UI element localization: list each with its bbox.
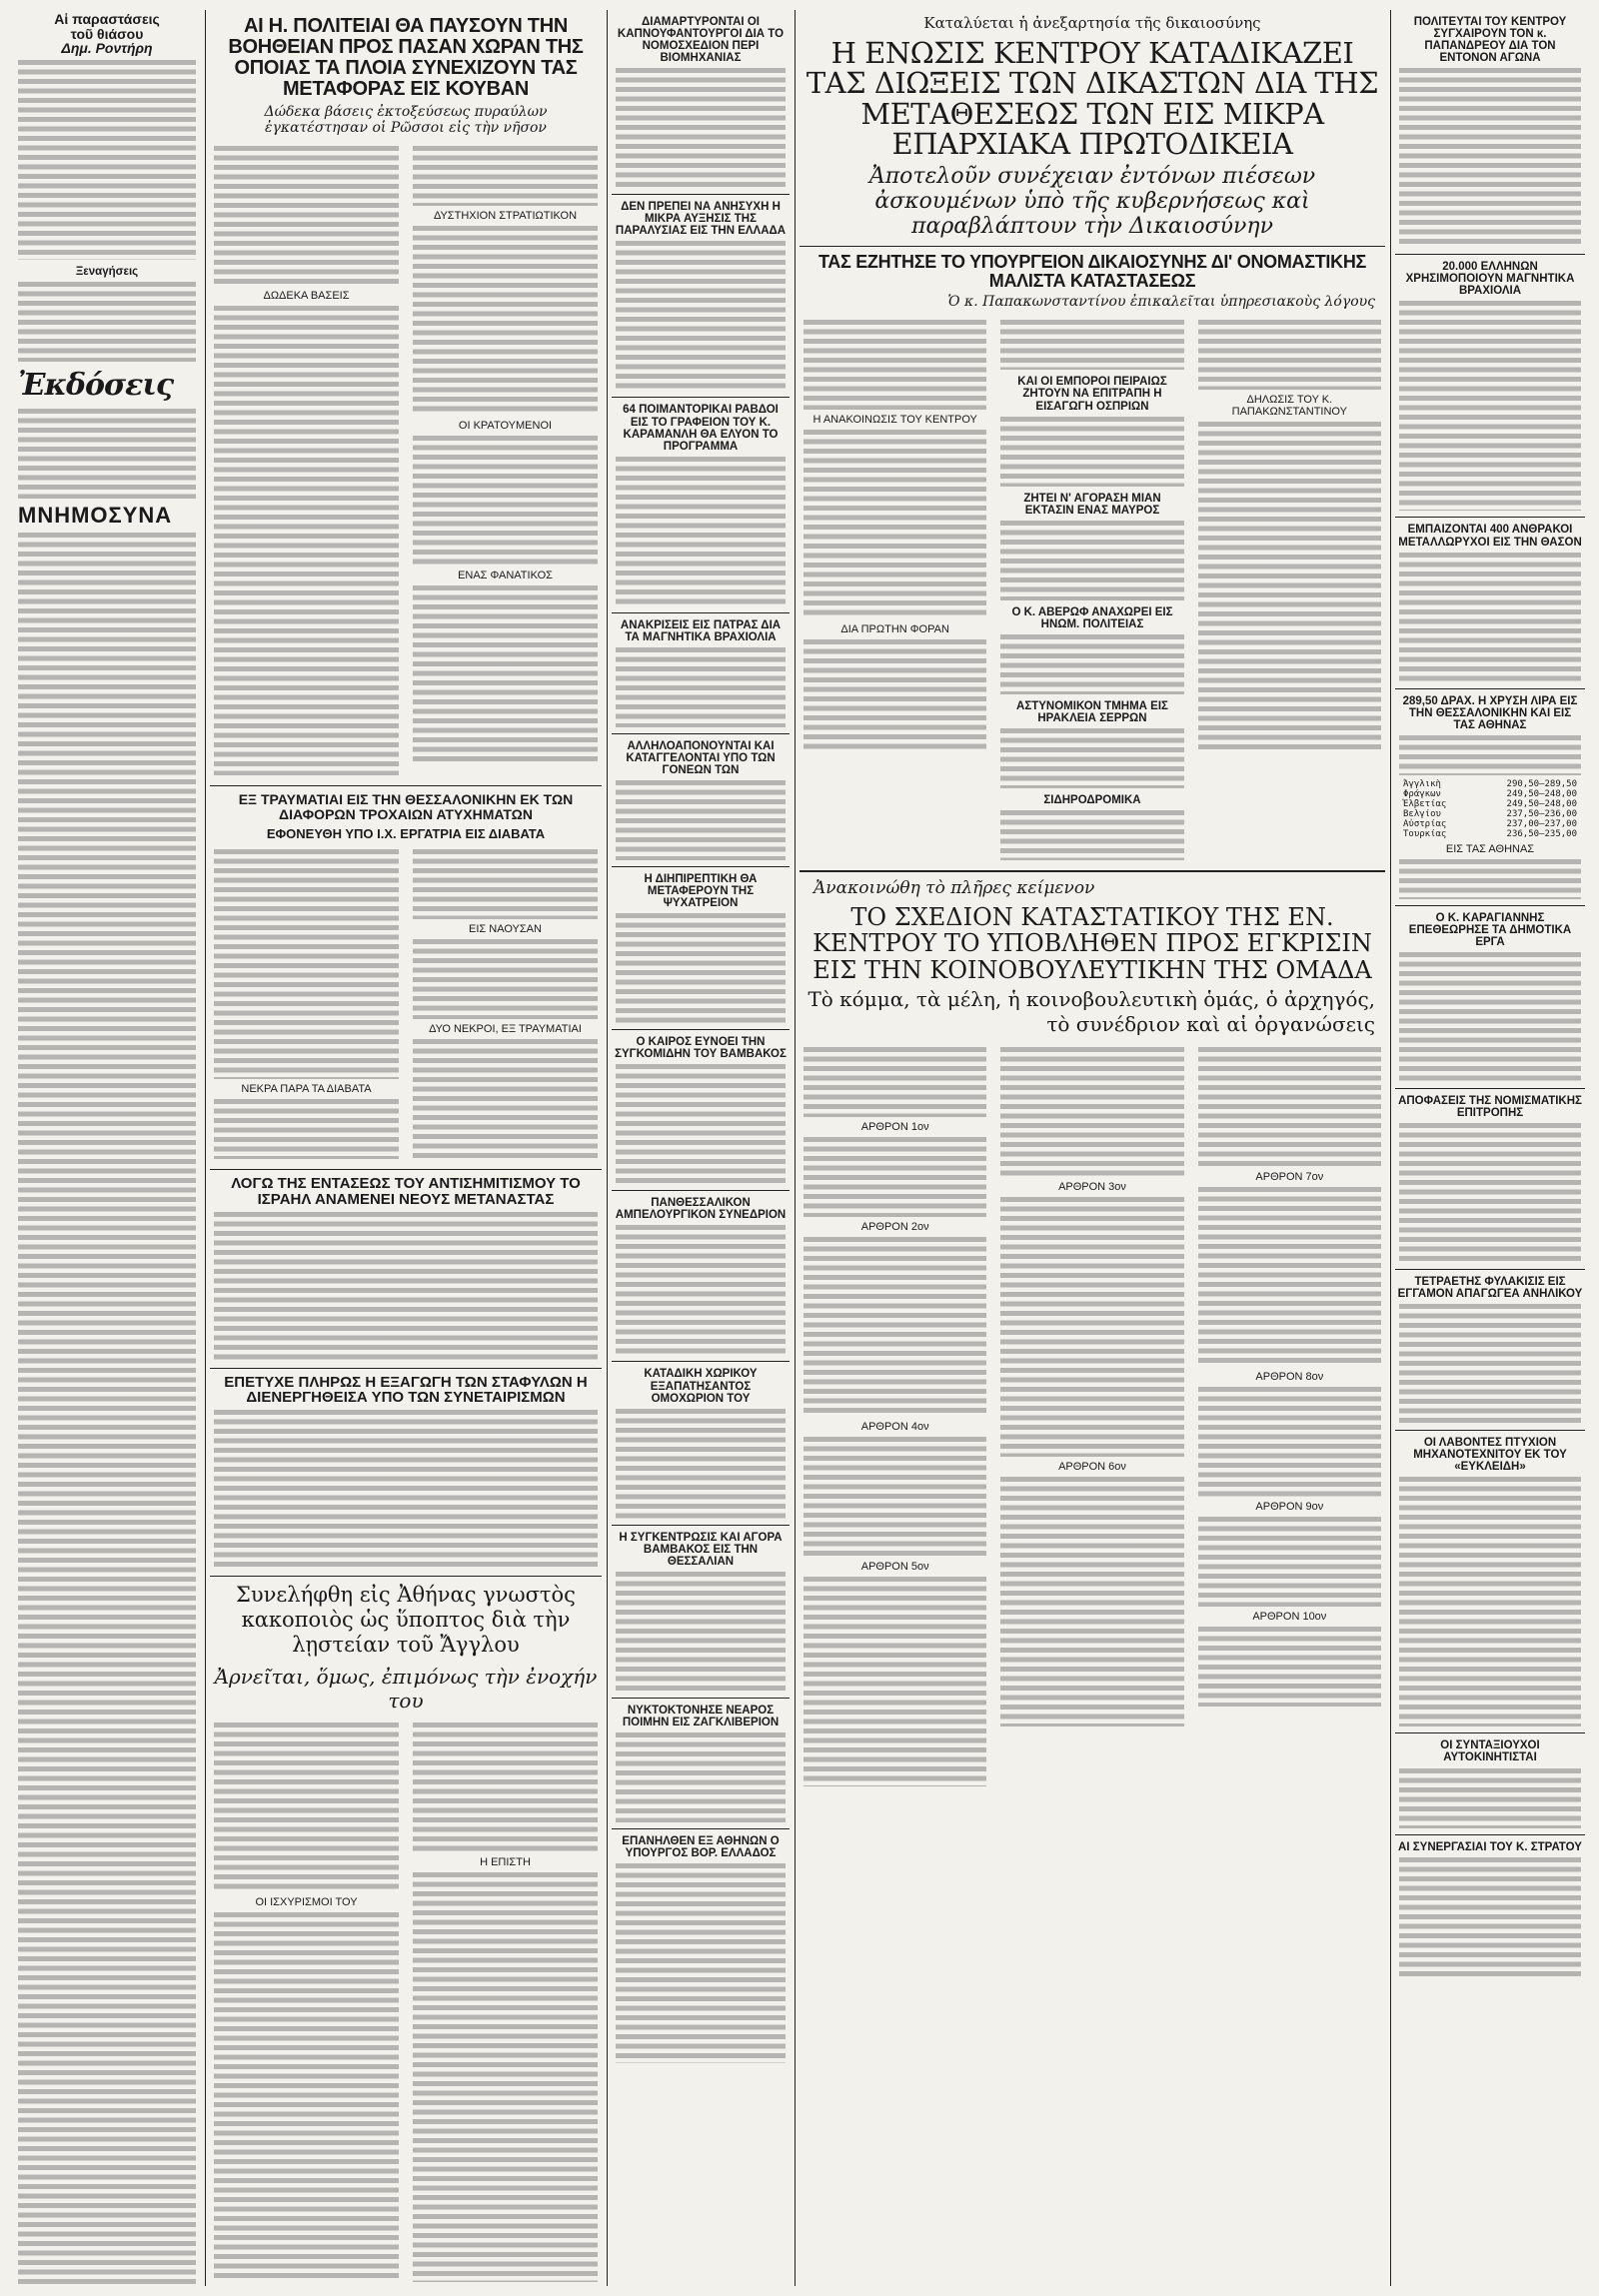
- article-body: [1399, 68, 1581, 248]
- column-3: [612, 10, 790, 2286]
- article-body: [214, 1912, 399, 2282]
- subheadline-papakonstantinou: Ὁ κ. Παπακωνσταντίνου ἐπικαλεῖται ὑπηρεσιακοὺς λόγους: [947, 294, 1375, 311]
- article-body: [803, 430, 986, 619]
- article-body: [1399, 1768, 1581, 1828]
- headline-xenagiseis: Ξεναγήσεις: [75, 266, 139, 279]
- section-ekdoseis: Ἐκδόσεις: [18, 368, 174, 404]
- price-name: Φράγκων: [1403, 788, 1441, 799]
- section-label: ΝΕΚΡΑ ΠΑΡΑ ΤΑ ΔΙΑΒΑΤΑ: [241, 1083, 372, 1096]
- price-name: Τουρκίας: [1403, 828, 1447, 839]
- headline-statute: ΤΟ ΣΧΕΔΙΟΝ ΚΑΤΑΣΤΑΤΙΚΟΥ ΤΗΣ ΕΝ. ΚΕΝΤΡΟΥ ΤΟ ΥΠΟΒΛΗΘΕΝ ΠΡΟΣ ΕΓΚΡΙΣΙΝ ΕΙΣ ΤΗΝ ΚΟΙΝΟΒΟΥΛΕΥΤΙΚΗΝ ΤΗΣ ΟΜΑΔΑ: [812, 903, 1372, 984]
- price-name: Ἑλβετίας: [1403, 798, 1447, 809]
- article-body: [616, 647, 786, 727]
- subheadline-arrest: Ἀρνεῖται, ὅμως, ἐπιμόνως τὴν ἐνοχήν του: [214, 1664, 598, 1713]
- newspaper-page: [14, 10, 1585, 2286]
- column-5: [1395, 10, 1585, 2286]
- article-body: [214, 306, 399, 775]
- headline-arrest: Συνελήφθη εἰς Ἀθήνας γνωστὸς κακοποιὸς ὡς ὕποπτος διὰ τὴν λῃστείαν τοῦ Ἄγγλου: [236, 1583, 576, 1658]
- article-label: ΑΡΘΡΟΝ 7ον: [1255, 1171, 1324, 1184]
- article-label: ΑΡΘΡΟΝ 10ον: [1252, 1611, 1327, 1624]
- price-value: 236,50—235,00: [1506, 828, 1577, 839]
- article-body: [413, 1722, 598, 1852]
- article-body: [18, 60, 196, 260]
- article-label: ΑΡΘΡΟΝ 8ον: [1255, 1371, 1324, 1384]
- article-body: [1000, 810, 1183, 860]
- headline-theater: Αἱ παραστάσεις τοῦ θιάσου Δημ. Ροντήρη: [54, 11, 160, 57]
- subheadline-center-union: Ἀποτελοῦν συνέχειαν ἐντόνων πιέσεων ἀσκουμένων ὑπὸ τῆς κυβερνήσεως καὶ παραβλάπτουν τὴν Δικαιοσύνην: [868, 163, 1316, 240]
- article-body: [18, 533, 196, 2286]
- article-body: [18, 409, 196, 499]
- article-label: ΑΡΘΡΟΝ 2ον: [860, 1221, 929, 1234]
- column-rule: [607, 10, 608, 2286]
- price-value: 290,50—289,50: [1506, 778, 1577, 789]
- article-body: [1000, 521, 1183, 600]
- article-label: ΑΡΘΡΟΝ 5ον: [860, 1561, 929, 1574]
- article-body: [616, 1572, 786, 1692]
- headline: ΟΙ ΛΑΒΟΝΤΕΣ ΠΤΥΧΙΟΝ ΜΗΧΑΝΟΤΕΧΝΙΤΟΥ ΕΚ ΤΟΥ «ΕΥΚΛΕΙΔΗ»: [1413, 1437, 1567, 1474]
- headline: ΟΙ ΣΥΝΤΑΞΙΟΥΧΟΙ ΑΥΤΟΚΙΝΗΤΙΣΤΑΙ: [1440, 1739, 1540, 1764]
- article-body: [803, 1047, 986, 1117]
- section-label: ΔΥΣΤΗΧΙΟΝ ΣΤΡΑΤΙΩΤΙΚΟΝ: [433, 210, 578, 222]
- article-label: ΑΡΘΡΟΝ 4ον: [860, 1421, 929, 1434]
- article-body: [1198, 1047, 1381, 1167]
- article-body: [413, 436, 598, 566]
- headline: ΠΑΝΘΕΣΣΑΛΙΚΟΝ ΑΜΠΕΛΟΥΡΓΙΚΟΝ ΣΥΝΕΔΡΙΟΝ: [615, 1197, 787, 1222]
- article-body: [1399, 952, 1581, 1082]
- kicker-announcement: Ἀνακοινώθη τὸ πλῆρες κείμενον: [813, 878, 1095, 899]
- headline: ΤΕΤΡΑΕΤΗΣ ΦΥΛΑΚΙΣΙΣ ΕΙΣ ΕΓΓΑΜΟΝ ΑΠΑΓΩΓΕΑ ΑΝΗΛΙΚΟΥ: [1397, 1276, 1583, 1301]
- column-1: [14, 10, 200, 2286]
- article-body: [413, 1039, 598, 1159]
- headline: ΑΠΟΦΑΣΕΙΣ ΤΗΣ ΝΟΜΙΣΜΑΤΙΚΗΣ ΕΠΙΤΡΟΠΗΣ: [1398, 1094, 1582, 1119]
- article-label: ΑΡΘΡΟΝ 6ον: [1058, 1461, 1126, 1474]
- article-body: [1399, 1857, 1581, 1977]
- price-value: 237,50—236,00: [1506, 808, 1577, 819]
- headline: ΕΠΑΝΗΛΘΕΝ ΕΞ ΑΘΗΝΩΝ Ο ΥΠΟΥΡΓΟΣ ΒΟΡ. ΕΛΛΑΔΟΣ: [622, 1834, 780, 1859]
- article-body: [616, 1064, 786, 1184]
- article-body: [1000, 320, 1183, 370]
- article-body: [413, 939, 598, 1019]
- article-body: [1198, 1387, 1381, 1497]
- column-4: [800, 10, 1385, 2286]
- section-label: ΔΥΟ ΝΕΚΡΟΙ, ΕΞ ΤΡΑΥΜΑΤΙΑΙ: [429, 1023, 582, 1036]
- headline-ministry-justice: ΤΑΣ ΕΖΗΤΗΣΕ ΤΟ ΥΠΟΥΡΓΕΙΟΝ ΔΙΚΑΙΟΣΥΝΗΣ ΔΙ' ΟΝΟΜΑΣΤΙΚΗΣ ΜΑΛΙΣΤΑ ΚΑΤΑΣΤΑΣΕΩΣ: [817, 251, 1367, 291]
- price-name: Ἀγγλικὴ: [1403, 778, 1441, 789]
- article-body: [1399, 1304, 1581, 1424]
- section-label: ΔΙΑ ΠΡΩΤΗΝ ΦΟΡΑΝ: [840, 623, 949, 636]
- price-row: [1403, 819, 1577, 829]
- article-body: [1000, 417, 1183, 487]
- headline-thessaloniki-accidents: ΕΞ ΤΡΑΥΜΑΤΙΑΙ ΕΙΣ ΤΗΝ ΘΕΣΣΑΛΟΝΙΚΗΝ ΕΚ ΤΩΝ ΔΙΑΦΟΡΩΝ ΤΡΟΧΑΙΩΝ ΑΤΥΧΗΜΑΤΩΝ: [238, 791, 574, 822]
- headline: ΔΕΝ ΠΡΕΠΕΙ ΝΑ ΑΝΗΣΥΧΗ Η ΜΙΚΡΑ ΑΥΞΗΣΙΣ ΤΗΣ ΠΑΡΑΛΥΣΙΑΣ ΕΙΣ ΤΗΝ ΕΛΛΑΔΑ: [615, 201, 787, 238]
- price-value: 249,50—248,00: [1506, 798, 1577, 809]
- article-body: [214, 146, 399, 286]
- article-label: ΑΡΘΡΟΝ 1ον: [860, 1121, 929, 1134]
- headline-usa-cuba: ΑΙ Η. ΠΟΛΙΤΕΙΑΙ ΘΑ ΠΑΥΣΟΥΝ ΤΗΝ ΒΟΗΘΕΙΑΝ ΠΡΟΣ ΠΑΣΑΝ ΧΩΡΑΝ ΤΗΣ ΟΠΟΙΑΣ ΤΑ ΠΛΟΙΑ ΣΥΝΕΧΙΖΟΥΝ ΤΑΣ ΜΕΤΑΦΟΡΑΣ ΕΙΣ ΚΟΥΒΑΝ: [228, 15, 584, 100]
- headline: ΑΝΑΚΡΙΣΕΙΣ ΕΙΣ ΠΑΤΡΑΣ ΔΙΑ ΤΑ ΜΑΓΝΗΤΙΚΑ ΒΡΑΧΙΟΛΙΑ: [620, 618, 782, 643]
- section-label: ΔΗΛΩΣΙΣ ΤΟΥ Κ. ΠΑΠΑΚΩΝΣΤΑΝΤΙΝΟΥ: [1231, 394, 1347, 419]
- headline: ΣΙΔΗΡΟΔΡΟΜΙΚΑ: [1043, 793, 1141, 806]
- price-name: Αὐστρίας: [1403, 818, 1447, 829]
- section-label: ΕΙΣ ΝΑΟΥΣΑΝ: [469, 923, 542, 936]
- column-rule: [1390, 10, 1391, 2286]
- headline-grapes: ΕΠΕΤΥΧΕ ΠΛΗΡΩΣ Η ΕΞΑΓΩΓΗ ΤΩΝ ΣΤΑΦΥΛΩΝ Η ΔΙΕΝΕΡΓΗΘΕΙΣΑ ΥΠΟ ΤΩΝ ΣΥΝΕΤΑΙΡΙΣΜΩΝ: [224, 1373, 588, 1407]
- section-label: ΔΩΔΕΚΑ ΒΑΣΕΙΣ: [263, 290, 350, 302]
- article-label: ΑΡΘΡΟΝ 9ον: [1255, 1501, 1324, 1514]
- section-label: ΟΙ ΙΣΧΥΡΙΣΜΟΙ ΤΟΥ: [255, 1895, 358, 1908]
- headline: Ο Κ. ΑΒΕΡΩΦ ΑΝΑΧΩΡΕΙ ΕΙΣ ΗΝΩΜ. ΠΟΛΙΤΕΙΑΣ: [1011, 605, 1173, 630]
- headline: ΔΙΑΜΑΡΤΥΡΟΝΤΑΙ ΟΙ ΚΑΠΝΟΥΦΑΝΤΟΥΡΓΟΙ ΔΙΑ ΤΟ ΝΟΜΟΣΧΕΔΙΟΝ ΠΕΡΙ ΒΙΟΜΗΧΑΝΙΑΣ: [617, 16, 785, 65]
- price-row: [1403, 779, 1577, 789]
- article-body: [214, 1410, 598, 1570]
- article-body: [616, 1863, 786, 2063]
- article-body: [1198, 320, 1381, 390]
- column-rule: [795, 10, 796, 2286]
- headline: 289,50 ΔΡΑΧ. Η ΧΡΥΣΗ ΛΙΡΑ ΕΙΣ ΤΗΝ ΘΕΣΣΑΛΟΝΙΚΗΝ ΚΑΙ ΕΙΣ ΤΑΣ ΑΘΗΝΑΣ: [1402, 694, 1578, 731]
- article-body: [1399, 859, 1581, 899]
- article-body: [616, 68, 786, 188]
- headline: ΑΛΛΗΛΟΑΠΟΝΟΥΝΤΑΙ ΚΑΙ ΚΑΤΑΓΓΕΛΟΝΤΑΙ ΥΠΟ ΤΩΝ ΓΟΝΕΩΝ ΤΩΝ: [626, 739, 776, 776]
- column-2: [210, 10, 602, 2286]
- column-rule: [205, 10, 206, 2286]
- article-body: [616, 457, 786, 606]
- price-row: [1403, 799, 1577, 809]
- headline: Ο ΚΑΙΡΟΣ ΕΥΝΟΕΙ ΤΗΝ ΣΥΓΚΟΜΙΔΗΝ ΤΟΥ ΒΑΜΒΑΚΟΣ: [615, 1036, 787, 1061]
- section-label: ΕΝΑΣ ΦΑΝΑΤΙΚΟΣ: [458, 570, 553, 581]
- price-value: 249,50—248,00: [1506, 788, 1577, 799]
- article-body: [616, 780, 786, 860]
- article-body: [214, 1099, 399, 1159]
- section-label: Η ΕΠΙΣΤΗ: [480, 1855, 531, 1868]
- headline: ΚΑΤΑΔΙΚΗ ΧΩΡΙΚΟΥ ΕΞΑΠΑΤΗΣΑΝΤΟΣ ΟΜΟΧΩΡΙΟΝ ΤΟΥ: [644, 1368, 758, 1405]
- article-body: [1399, 1123, 1581, 1263]
- article-body: [413, 1872, 598, 2282]
- headline: ΠΟΛΙΤΕΥΤΑΙ ΤΟΥ ΚΕΝΤΡΟΥ ΣΥΓΧΑΙΡΟΥΝ ΤΟΝ κ. ΠΑΠΑΝΔΡΕΟΥ ΔΙΑ ΤΟΝ ΕΝΤΟΝΟΝ ΑΓΩΝΑ: [1413, 16, 1567, 65]
- subheadline-usa-cuba: Δώδεκα βάσεις ἐκτοξεύσεως πυραύλων ἐγκατέστησαν οἱ Ρῶσσοι εἰς τὴν νῆσον: [264, 104, 548, 136]
- article-body: [1399, 735, 1581, 775]
- article-body: [214, 1722, 399, 1892]
- price-row: [1403, 809, 1577, 819]
- article-body: [803, 639, 986, 749]
- article-body: [1000, 728, 1183, 788]
- headline-israel: ΛΟΓΩ ΤΗΣ ΕΝΤΑΣΕΩΣ ΤΟΥ ΑΝΤΙΣΗΜΙΤΙΣΜΟΥ ΤΟ ΙΣΡΑΗΛ ΑΝΑΜΕΝΕΙ ΝΕΟΥΣ ΜΕΤΑΝΑΣΤΑΣ: [231, 1175, 581, 1208]
- article-body: [18, 282, 196, 362]
- article-label: ΑΡΘΡΟΝ 3ον: [1058, 1181, 1126, 1194]
- section-label: Η ΑΝΑΚΟΙΝΩΣΙΣ ΤΟΥ ΚΕΝΤΡΟΥ: [812, 414, 977, 427]
- article-body: [1198, 422, 1381, 751]
- article-body: [1000, 1477, 1183, 1726]
- article-body: [413, 226, 598, 416]
- section-label: ΕΙΣ ΤΑΣ ΑΘΗΝΑΣ: [1445, 842, 1535, 855]
- price-row: [1403, 789, 1577, 799]
- article-body: [803, 1137, 986, 1217]
- headline: ΖΗΤΕΙ Ν' ΑΓΟΡΑΣΗ ΜΙΑΝ ΕΚΤΑΣΙΝ ΕΝΑΣ ΜΑΥΡΟΣ: [1023, 492, 1161, 517]
- headline: Ο Κ. ΚΑΡΑΓΙΑΝΝΗΣ ΕΠΕΘΕΩΡΗΣΕ ΤΑ ΔΗΜΟΤΙΚΑ ΕΡΓΑ: [1408, 911, 1572, 948]
- article-body: [1198, 1627, 1381, 1707]
- headline-center-union: Η ΕΝΩΣΙΣ ΚΕΝΤΡΟΥ ΚΑΤΑΔΙΚΑΖΕΙ ΤΑΣ ΔΙΩΞΕΙΣ ΤΩΝ ΔΙΚΑΣΤΩΝ ΔΙΑ ΤΗΣ ΜΕΤΑΘΕΣΕΩΣ ΤΩΝ ΕΙΣ ΜΙΚΡΑ ΕΠΑΡΧΙΑΚΑ ΠΡΩΤΟΔΙΚΕΙΑ: [805, 36, 1379, 162]
- article-body: [1000, 634, 1183, 694]
- article-body: [616, 1225, 786, 1355]
- headline: Η ΔΙΗΠΙΡΕΠΤΙΚΗ ΘΑ ΜΕΤΑΦΕΡΟΥΝ ΤΗΣ ΨΥΧΑΤΡΕΙΟΝ: [644, 873, 758, 910]
- article-body: [1198, 1517, 1381, 1607]
- section-label: ΟΙ ΚΡΑΤΟΥΜΕΝΟΙ: [458, 420, 553, 432]
- article-body: [803, 1577, 986, 1786]
- headline: ΝΥΚΤΟΚΤΟΝΗΣΕ ΝΕΑΡΟΣ ΠΟΙΜΗΝ ΕΙΣ ΖΑΓΚΛΙΒΕΡΙΟΝ: [622, 1704, 780, 1728]
- article-body: [803, 320, 986, 410]
- headline: ΚΑΙ ΟΙ ΕΜΠΟΡΟΙ ΠΕΙΡΑΙΩΣ ΖΗΤΟΥΝ ΝΑ ΕΠΙΤΡΑΠΗ Η ΕΙΣΑΓΩΓΗ ΟΣΠΡΙΩΝ: [1017, 376, 1167, 413]
- article-body: [616, 1732, 786, 1822]
- headline: 20.000 ΕΛΛΗΝΩΝ ΧΡΗΣΙΜΟΠΟΙΟΥΝ ΜΑΓΝΗΤΙΚΑ ΒΡΑΧΙΟΛΙΑ: [1405, 261, 1575, 298]
- headline: ΑΣΤΥΝΟΜΙΚΟΝ ΤΜΗΜΑ ΕΙΣ ΗΡΑΚΛΕΙΑ ΣΕΡΡΩΝ: [1016, 699, 1168, 724]
- article-body: [803, 1237, 986, 1417]
- article-body: [1399, 301, 1581, 511]
- price-row: [1403, 829, 1577, 839]
- article-body: [413, 849, 598, 919]
- headline: ΕΜΠΑΙΖΟΝΤΑΙ 400 ΑΝΘΡΑΚΟΙ ΜΕΤΑΛΛΩΡΥΧΟΙ ΕΙΣ ΤΗΝ ΘΑΣΟΝ: [1398, 524, 1582, 549]
- article-body: [1000, 1047, 1183, 1177]
- article-body: [413, 585, 598, 765]
- article-body: [214, 1212, 598, 1362]
- headline: Η ΣΥΓΚΕΝΤΡΩΣΙΣ ΚΑΙ ΑΓΟΡΑ ΒΑΜΒΑΚΟΣ ΕΙΣ ΤΗΝ ΘΕΣΣΑΛΙΑΝ: [619, 1531, 783, 1568]
- kicker-justice: Καταλύεται ἡ ἀνεξαρτησία τῆς δικαιοσύνης: [923, 14, 1261, 32]
- article-body: [616, 1409, 786, 1519]
- section-mnemosyna: ΜΝΗΜΟΣΥΝΑ: [18, 503, 173, 529]
- article-body: [1198, 1187, 1381, 1367]
- article-body: [616, 241, 786, 391]
- headline: 64 ΠΟΙΜΑΝΤΟΡΙΚΑΙ ΡΑΒΔΟΙ ΕΙΣ ΤΟ ΓΡΑΦΕΙΟΝ ΤΟΥ Κ. ΚΑΡΑΜΑΝΛΗ ΘΑ ΕΛΥΟΝ ΤΟ ΠΡΟΓΡΑΜΜΑ: [623, 404, 779, 453]
- headline: ΑΙ ΣΥΝΕΡΓΑΣΙΑΙ ΤΟΥ Κ. ΣΤΡΑΤΟΥ: [1398, 1840, 1582, 1853]
- article-body: [214, 849, 399, 1079]
- article-body: [803, 1437, 986, 1557]
- article-body: [1000, 1197, 1183, 1457]
- subheadline-statute: Τὸ κόμμα, τὰ μέλη, ἡ κοινοβουλευτικὴ ὁμάς, ὁ ἀρχηγός, τὸ συνέδριον καὶ αἱ ὀργανώσεις: [807, 987, 1375, 1037]
- article-body: [616, 913, 786, 1023]
- price-value: 237,00—237,00: [1506, 818, 1577, 829]
- gold-price-list: [1403, 779, 1577, 839]
- article-body: [413, 146, 598, 206]
- article-body: [1399, 553, 1581, 682]
- article-body: [1399, 1477, 1581, 1726]
- subheadline-diavata: ΕΦΟΝΕΥΘΗ ΥΠΟ Ι.Χ. ΕΡΓΑΤΡΙΑ ΕΙΣ ΔΙΑΒΑΤΑ: [266, 826, 546, 842]
- price-name: Βελγίου: [1403, 808, 1441, 819]
